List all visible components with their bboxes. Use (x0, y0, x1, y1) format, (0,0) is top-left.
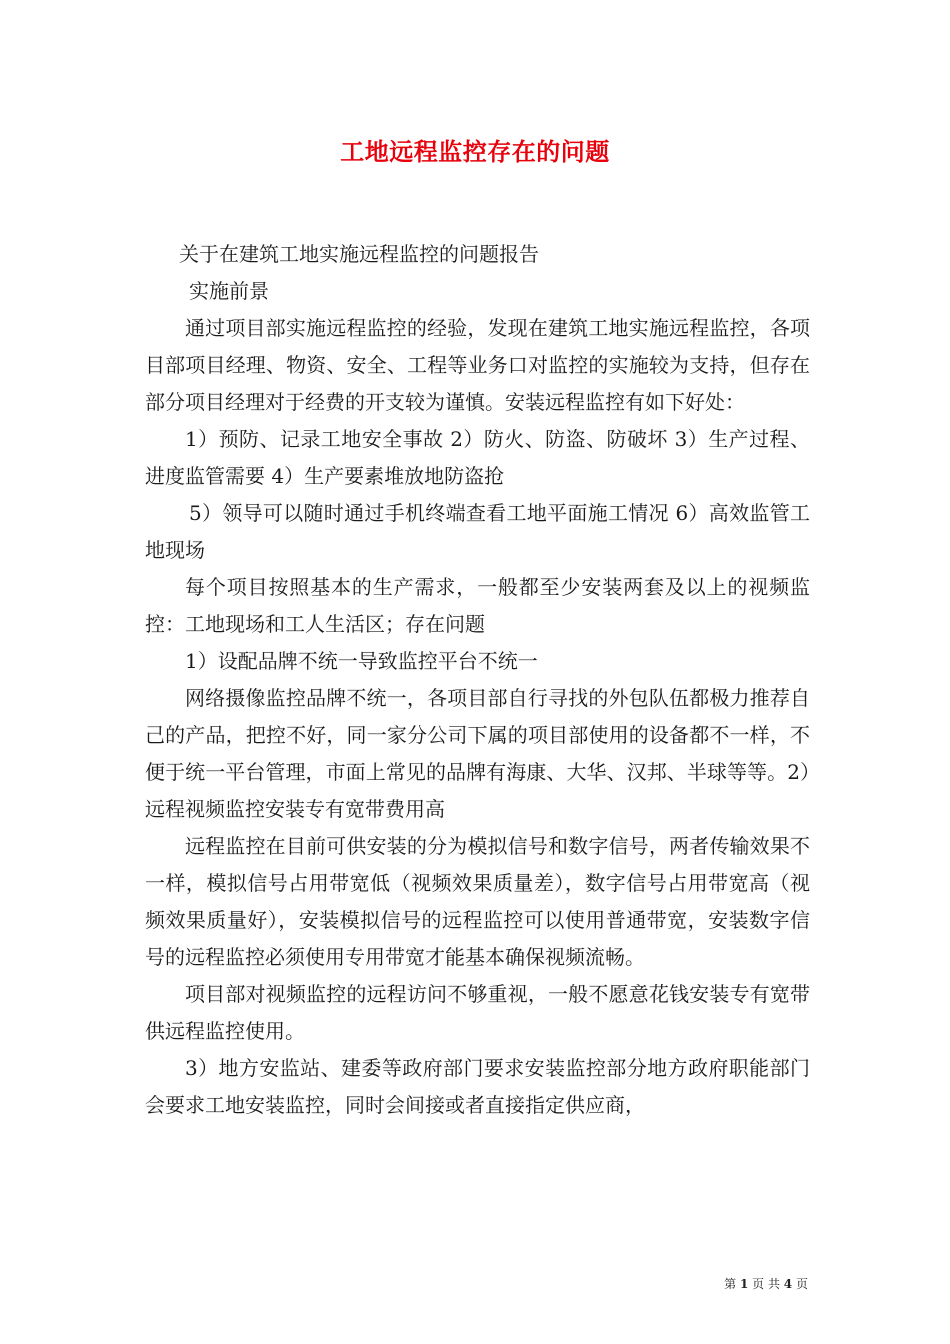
footer-page-number: 1 (739, 1277, 749, 1291)
document-body (145, 236, 810, 1124)
footer-middle: 页 共 (752, 1277, 780, 1291)
paragraph: 通过项目部实施远程监控的经验，发现在建筑工地实施远程监控，各项目部项目经理、物资、安全、工程等业务口对监控的实施较为支持，但存在部分项目经理对于经费的开支较为谨慎。安装远程监控有如下好处： (145, 316, 810, 414)
paragraph: 每个项目按照基本的生产需求，一般都至少安装两套及以上的视频监控：工地现场和工人生活区；存在问题 (145, 575, 810, 636)
page-footer (724, 1275, 808, 1292)
page-title: 工地远程监控存在的问题 (340, 137, 610, 166)
paragraph: 网络摄像监控品牌不统一，各项目部自行寻找的外包队伍都极力推荐自己的产品，把控不好，同一家分公司下属的项目部使用的设备都不一样，不便于统一平台管理，市面上常见的品牌有海康、大华、汉邦、半球等等。2）远程视频监控安装专有宽带费用高 (145, 686, 810, 821)
section-heading: 实施前景 (189, 279, 269, 303)
footer-total-pages: 4 (783, 1277, 793, 1291)
paragraph: 3）地方安监站、建委等政府部门要求安装监控部分地方政府职能部门会要求工地安装监控，同时会间接或者直接指定供应商， (145, 1056, 810, 1117)
paragraph: 1）预防、记录工地安全事故 2）防火、防盗、防破坏 3）生产过程、进度监管需要 4）生产要素堆放地防盗抢 (145, 427, 810, 488)
report-title: 关于在建筑工地实施远程监控的问题报告 (179, 242, 539, 266)
footer-prefix: 第 (724, 1277, 737, 1291)
paragraph: 项目部对视频监控的远程访问不够重视，一般不愿意花钱安装专有宽带供远程监控使用。 (145, 982, 810, 1043)
paragraph: 远程监控在目前可供安装的分为模拟信号和数字信号，两者传输效果不一样，模拟信号占用带宽低（视频效果质量差），数字信号占用带宽高（视频效果质量好），安装模拟信号的远程监控可以使用普通带宽，安装数字信号的远程监控必须使用专用带宽才能基本确保视频流畅。 (145, 834, 810, 969)
footer-suffix: 页 (795, 1277, 808, 1291)
paragraph: 1）设配品牌不统一导致监控平台不统一 (185, 649, 538, 673)
paragraph: 5）领导可以随时通过手机终端查看工地平面施工情况 6）高效监管工地现场 (145, 501, 810, 562)
